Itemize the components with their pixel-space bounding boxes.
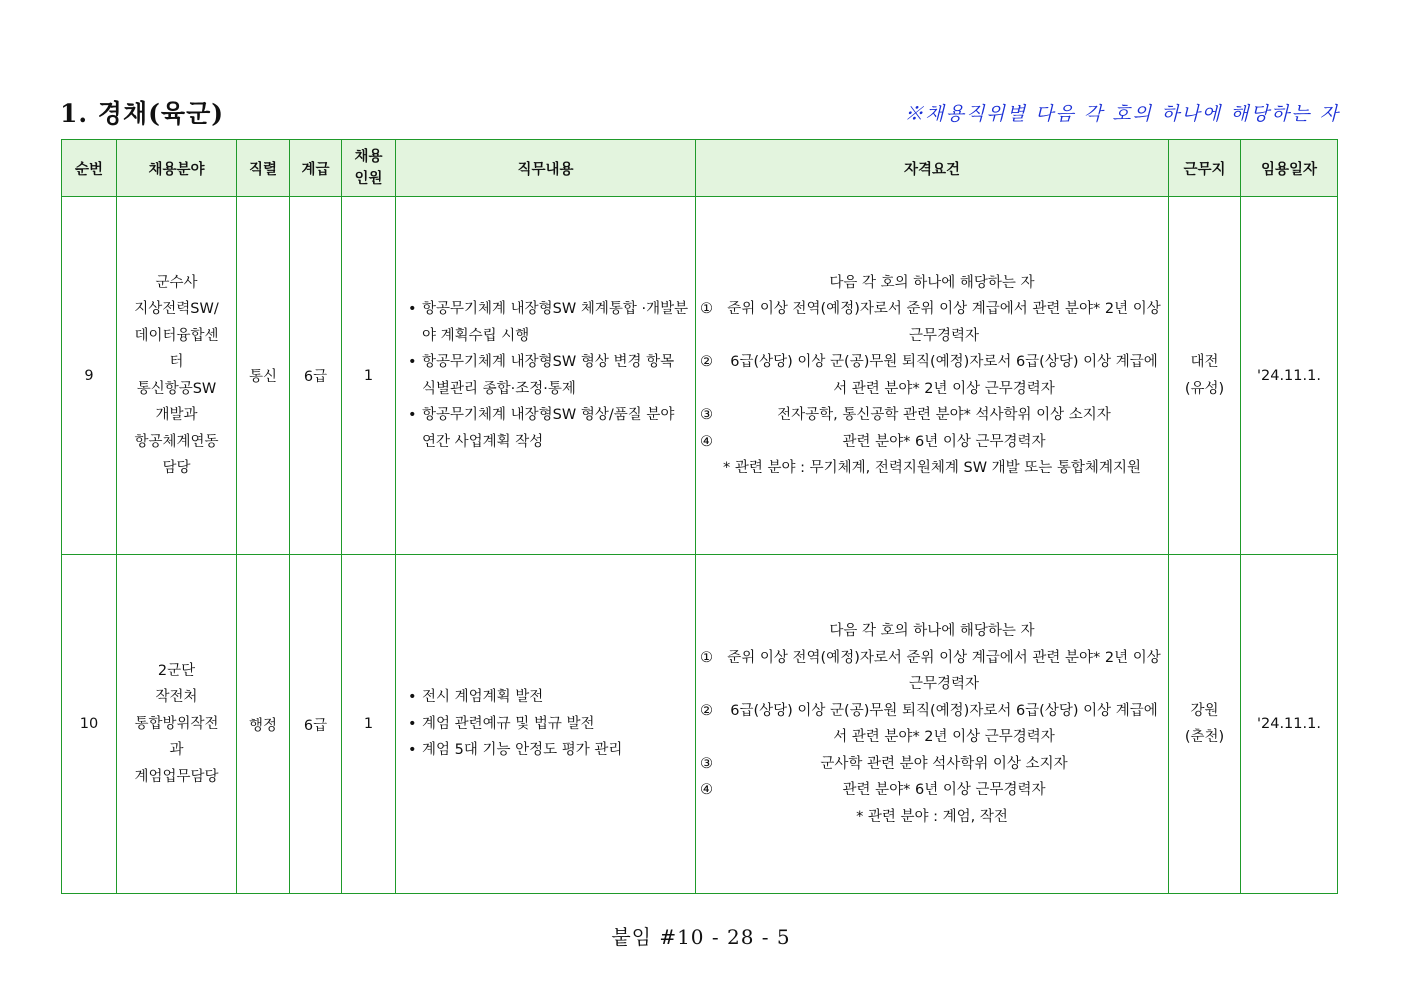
qual-item [700,698,1164,751]
qual-mark: ③ [700,755,713,772]
qual-intro: 다음 각 호의 하나에 해당하는 자 [829,274,1035,291]
qual-item [700,645,1164,698]
qual-text: 6급(상당) 이상 군(공)무원 퇴직(예정)자로서 6급(상당) 이상 계급에서 관련 분야* 2년 이상 근무경력자 [730,702,1158,745]
qual-mark: ③ [700,407,713,423]
qual-mark: ② [700,702,713,719]
row-no: 10 [62,555,117,894]
row-duties [396,555,696,894]
field-line: 작전처 [155,689,198,706]
row-duties [396,197,696,555]
duty-item: • 항공무기체계 내장형SW 형상/품질 분야 연간 사업계획 작성 [406,402,691,455]
row-series: 행정 [237,555,290,894]
location-line: (유성) [1184,380,1225,397]
row-date: '24.11.1. [1241,197,1338,555]
location-line: 강원 [1190,702,1219,719]
qual-mark: ② [700,354,713,370]
qual-mark: ④ [700,782,713,798]
row-no: 9 [62,197,117,555]
qual-item [700,777,1164,804]
col-header-grade: 계급 [290,140,342,197]
row-grade: 6급 [290,555,342,894]
row-count: 1 [342,555,396,894]
field-line: 항공체계연동 [134,433,219,450]
qual-text: 6급(상당) 이상 군(공)무원 퇴직(예정)자로서 6급(상당) 이상 계급에서 관련 분야* 2년 이상 근무경력자 [730,354,1158,397]
duty-list [400,684,691,764]
row-location [1169,197,1241,555]
qual-note: * 관련 분야 : 계엄, 작전 [856,808,1008,825]
field-line: 통신항공SW [136,380,217,397]
duty-item: • 항공무기체계 내장형SW 형상 변경 항목 식별관리 종합·조정·통제 [406,349,691,402]
field-line: 지상전력SW/ [134,301,219,317]
page-footer: 붙임 #10 - 28 - 5 [611,925,791,949]
recruitment-table [61,139,1338,894]
col-header-qualifications: 자격요건 [696,140,1169,197]
qual-text: 관련 분야* 6년 이상 근무경력자 [842,433,1046,450]
qual-text: 준위 이상 전역(예정)자로서 준위 이상 계급에서 관련 분야* 2년 이상 근무경력자 [727,649,1161,692]
col-header-no: 순번 [62,140,117,197]
qual-item [700,296,1164,349]
qual-text: 군사학 관련 분야 석사학위 이상 소지자 [820,755,1068,772]
col-header-duties: 직무내용 [396,140,696,197]
field-line: 2군단 [157,662,196,679]
row-count: 1 [342,197,396,555]
table-row [62,197,1338,555]
qual-note: * 관련 분야 : 무기체계, 전력지원체계 SW 개발 또는 통합체계지원 [723,460,1141,476]
field-line: 개발과 [155,407,198,423]
row-qualifications [696,197,1169,555]
qual-text: 전자공학, 통신공학 관련 분야* 석사학위 이상 소지자 [777,407,1111,423]
row-grade: 6급 [290,197,342,555]
location-line: 대전 [1190,354,1219,370]
row-series: 통신 [237,197,290,555]
duty-item: • 항공무기체계 내장형SW 체계통합 ·개발분야 계획수립 시행 [406,296,691,349]
duty-item: • 계엄 관련예규 및 법규 발전 [406,711,691,738]
eligibility-note: ※채용직위별 다음 각 호의 하나에 해당하는 자 [904,103,1340,125]
qual-item [700,349,1164,402]
field-line: 계엄업무담당 [134,768,219,785]
duty-item: • 전시 계엄계획 발전 [406,684,691,711]
row-qualifications [696,555,1169,894]
table-header-row [62,140,1338,197]
qual-mark: ① [700,301,713,317]
row-field [117,555,237,894]
qual-text: 준위 이상 전역(예정)자로서 준위 이상 계급에서 관련 분야* 2년 이상 근무경력자 [727,301,1161,344]
row-field [117,197,237,555]
field-line: 과 [169,742,184,759]
duty-item: • 계엄 5대 기능 안정도 평가 관리 [406,737,691,764]
duty-list [400,296,691,455]
row-location [1169,555,1241,894]
location-line: (춘천) [1184,729,1225,745]
field-line: 터 [169,354,184,370]
qual-mark: ① [700,649,713,666]
page-title: 1. 경채(육군) [60,99,225,128]
field-line: 통합방위작전 [134,715,219,732]
col-header-date: 임용일자 [1241,140,1338,197]
field-line: 담당 [162,460,191,476]
field-line: 군수사 [155,274,198,291]
col-header-field: 채용분야 [117,140,237,197]
qual-item [700,751,1164,778]
col-header-series: 직렬 [237,140,290,197]
col-header-location: 근무지 [1169,140,1241,197]
table-row [62,555,1338,894]
qual-mark: ④ [700,433,713,450]
col-header-count: 채용 인원 [342,140,396,197]
field-line: 데이터융합센 [134,327,219,344]
row-date: '24.11.1. [1241,555,1338,894]
qual-item [700,402,1164,429]
qual-intro: 다음 각 호의 하나에 해당하는 자 [829,623,1035,639]
qual-item [700,429,1164,456]
qual-text: 관련 분야* 6년 이상 근무경력자 [842,782,1046,798]
